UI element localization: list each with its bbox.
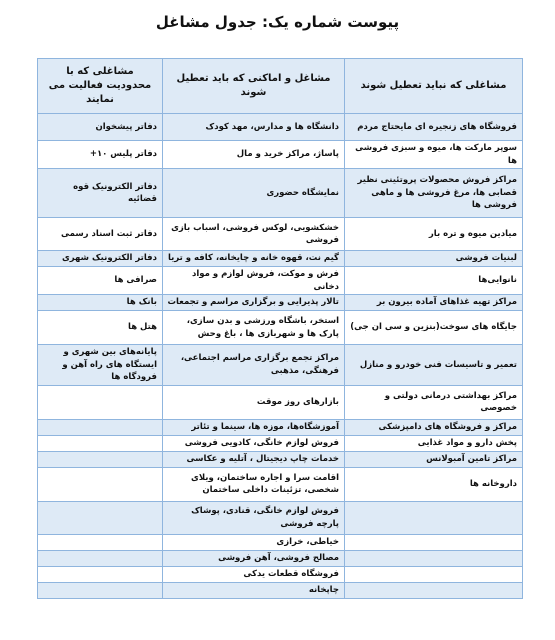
header-not-closed: مشاغلی که نباید تعطیل شوند [345,59,523,114]
cell-restricted [38,566,163,582]
cell-must-close: گیم نت، قهوه خانه و چایخانه، کافه و تریا [163,251,345,267]
cell-restricted [38,550,163,566]
cell-must-close: مراکز تجمع برگزاری مراسم اجتماعی، فرهنگی، مذهبی [163,345,345,386]
header-row [38,59,523,114]
cell-restricted: پایانه‌های بین شهری و ایستگاه های راه آهن و فرودگاه ها [38,345,163,386]
cell-must-close: استخر، باشگاه ورزشی و بدن سازی، پارک ها و شهربازی ها ، باغ وحش [163,311,345,345]
cell-restricted: هتل ها [38,311,163,345]
header-must-close: مشاغل و اماکنی که باید تعطیل شوند [163,59,345,114]
cell-not-closed: مراکز بهداشتی درمانی دولتی و خصوصی [345,385,523,419]
cell-restricted: صرافی ها [38,267,163,295]
cell-restricted [38,451,163,467]
cell-must-close: بازارهای روز موقت [163,385,345,419]
table-row [38,114,523,141]
cell-not-closed [345,582,523,598]
cell-must-close: دانشگاه ها و مدارس، مهد کودک [163,114,345,141]
cell-restricted [38,419,163,435]
cell-must-close: چاپخانه [163,582,345,598]
cell-not-closed [345,550,523,566]
table-row [38,295,523,311]
cell-not-closed: تعمیر و تاسیسات فنی خودرو و منازل [345,345,523,386]
cell-must-close: خشکشویی، لوکس فروشی، اسباب بازی فروشی [163,218,345,251]
cell-restricted [38,467,163,501]
cell-restricted [38,435,163,451]
cell-restricted [38,582,163,598]
table-row [38,385,523,419]
cell-restricted: دفاتر ثبت اسناد رسمی [38,218,163,251]
jobs-table [37,58,523,599]
table-row [38,451,523,467]
cell-not-closed: مراکز و فروشگاه های دامپزشکی [345,419,523,435]
table-row [38,267,523,295]
cell-must-close: نمایشگاه حضوری [163,169,345,218]
cell-restricted [38,534,163,550]
cell-not-closed: نانوایی‌ها [345,267,523,295]
cell-not-closed: لبنیات فروشی [345,251,523,267]
table-row [38,251,523,267]
cell-must-close: فروشگاه قطعات یدکی [163,566,345,582]
cell-must-close: خیاطی، خرازی [163,534,345,550]
cell-must-close: مصالح فروشی، آهن فروشی [163,550,345,566]
header-restricted: مشاغلی که با محدودیت فعالیت می نمایند [38,59,163,114]
table-row [38,169,523,218]
cell-must-close: خدمات چاپ دیجیتال ، آتلیه و عکاسی [163,451,345,467]
cell-must-close: فروش لوازم خانگی، کادویی فروشی [163,435,345,451]
cell-restricted: بانک ها [38,295,163,311]
cell-restricted [38,385,163,419]
cell-must-close: فروش لوازم خانگی، قنادی، پوشاک پارچه فروشی [163,501,345,534]
table-row [38,550,523,566]
table-row [38,141,523,169]
cell-must-close: آموزشگاه‌ها، موزه ها، سینما و تئاتر [163,419,345,435]
cell-must-close: فرش و موکت، فروش لوازم و مواد دخانی [163,267,345,295]
table-row [38,311,523,345]
cell-not-closed [345,534,523,550]
cell-not-closed: فروشگاه های زنجیره ای مایحتاج مردم [345,114,523,141]
cell-must-close: تالار پذیرایی و برگزاری مراسم و تجمعات [163,295,345,311]
table-row [38,435,523,451]
cell-restricted: دفاتر پیشخوان [38,114,163,141]
cell-must-close: پاساژ، مراکز خرید و مال [163,141,345,169]
cell-not-closed: جایگاه های سوخت(بنزین و سی ان جی) [345,311,523,345]
cell-not-closed [345,566,523,582]
table-row [38,501,523,534]
cell-not-closed: میادین میوه و تره بار [345,218,523,251]
cell-restricted: دفاتر الکترونیک شهری [38,251,163,267]
cell-not-closed: داروخانه ها [345,467,523,501]
cell-not-closed: سوپر مارکت ها، میوه و سبزی فروشی ها [345,141,523,169]
table-row [38,566,523,582]
cell-must-close: اقامت سرا و اجاره ساختمان، ویلای شخصی، تزئینات داخلی ساختمان [163,467,345,501]
table-row [38,345,523,386]
cell-not-closed: پخش دارو و مواد غذایی [345,435,523,451]
cell-not-closed: مراکز تهیه غذاهای آماده بیرون بر [345,295,523,311]
table-row [38,467,523,501]
cell-restricted: دفاتر الکترونیک قوه قضائیه [38,169,163,218]
table-row [38,582,523,598]
cell-not-closed: مراکز فروش محصولات پروتئینی نظیر قصابی ها، مرغ فروشی ها و ماهی فروشی ها [345,169,523,218]
cell-restricted: دفاتر پلیس ۱۰+ [38,141,163,169]
cell-not-closed [345,501,523,534]
table-row [38,534,523,550]
table-row [38,419,523,435]
cell-not-closed: مراکز تامین آمبولانس [345,451,523,467]
cell-restricted [38,501,163,534]
table-row [38,218,523,251]
page-title: پیوست شماره یک: جدول مشاغل [155,13,400,31]
